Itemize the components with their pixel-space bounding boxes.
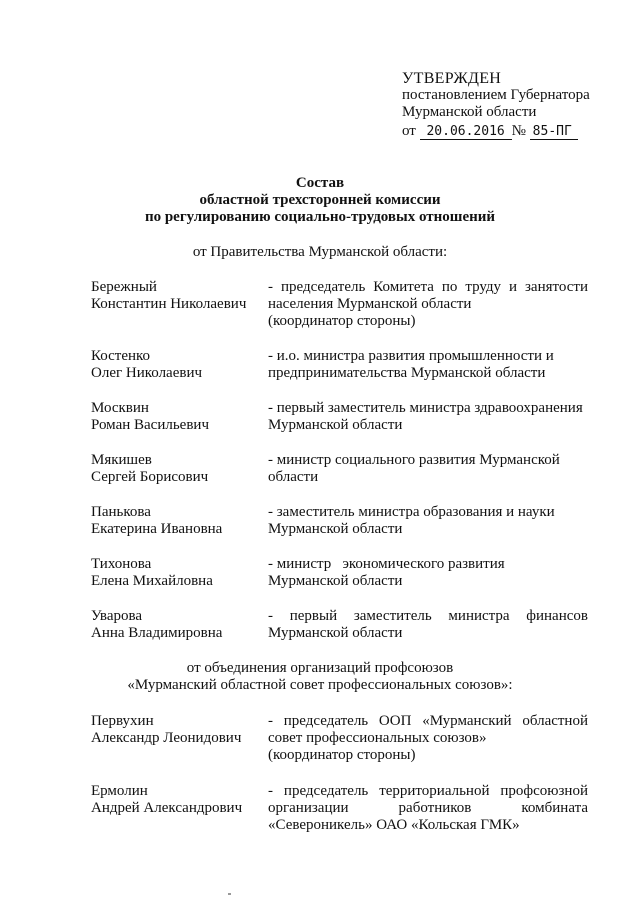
member-position [268,279,588,330]
position-line: (координатор стороны) [268,747,416,763]
member-name [91,400,266,434]
member-position [268,504,588,538]
heading-line-1: Состав [295,175,345,191]
position-line: Мурманской области [268,625,403,641]
position-line: организации работников комбината [268,800,588,816]
member-name [91,452,266,486]
position-line: Мурманской области [268,521,403,537]
member-position [268,783,588,834]
document-heading [0,175,640,226]
member-position [268,348,588,382]
position-line: Мурманской области [268,417,403,433]
member-given-names: Анна Владимировна [91,625,223,641]
position-line: - первый заместитель министра финансов [268,608,588,624]
member-name [91,348,266,382]
position-line: совет профессиональных союзов» [268,730,487,746]
member-given-names: Андрей Александрович [91,800,243,816]
member-given-names: Александр Леонидович [91,730,242,746]
member-position [268,713,588,764]
position-line: Мурманской области [268,573,403,589]
member-name [91,556,266,590]
member-position [268,608,588,642]
approval-title: УТВЕРЖДЕН [402,70,502,87]
member-surname: Тихонова [91,556,152,572]
approval-from-label: от [402,123,416,139]
member-position [268,400,588,434]
government-section-title: от Правительства Мурманской области: [192,244,448,260]
approval-date: 20.06.2016 [420,124,512,140]
heading-line-2: областной трехсторонней комиссии [199,192,441,208]
position-line: - председатель территориальной профсоюзной [268,783,588,799]
approval-line-1: постановлением Губернатора [402,87,590,103]
member-surname: Мякишев [91,452,152,468]
position-line: - заместитель министра образования и науки [268,504,555,520]
member-name [91,279,266,313]
unions-title-line-2: «Мурманский областной совет профессиональных союзов»: [127,677,513,693]
member-given-names: Константин Николаевич [91,296,247,312]
approval-number: 85-ПГ [530,124,578,140]
member-name [91,713,266,747]
member-position [268,556,588,590]
unions-title-line-1: от объединения организаций профсоюзов [186,660,454,676]
unions-section-title [0,660,640,694]
approval-number-sign: № [511,123,526,139]
position-line: области [268,469,319,485]
position-line: - и.о. министра развития промышленности и [268,348,554,364]
position-line: (координатор стороны) [268,313,416,329]
member-given-names: Елена Михайловна [91,573,213,589]
approval-date-line [402,123,632,140]
member-given-names: Сергей Борисович [91,469,209,485]
approval-block [402,70,632,140]
position-line: предпринимательства Мурманской области [268,365,546,381]
position-line: - председатель Комитета по труду и занятости [268,279,588,295]
member-surname: Ермолин [91,783,148,799]
member-surname: Уварова [91,608,143,624]
member-surname: Первухин [91,713,154,729]
position-line: «Североникель» ОАО «Кольская ГМК» [268,817,520,833]
member-position [268,452,588,486]
member-name [91,504,266,538]
position-line: населения Мурманской области [268,296,472,312]
heading-line-3: по регулированию социально-трудовых отношений [144,209,496,225]
position-line: - министр экономического развития [268,556,505,572]
approval-line-2: Мурманской области [402,104,537,120]
position-line: - первый заместитель министра здравоохранения [268,400,583,416]
member-surname: Костенко [91,348,151,364]
member-surname: Москвин [91,400,149,416]
position-line: - министр социального развития Мурманской [268,452,560,468]
scan-speck [228,893,231,895]
member-given-names: Олег Николаевич [91,365,203,381]
member-surname: Бережный [91,279,157,295]
member-given-names: Екатерина Ивановна [91,521,223,537]
position-line: - председатель ООП «Мурманский областной [268,713,588,729]
member-given-names: Роман Васильевич [91,417,209,433]
member-surname: Панькова [91,504,151,520]
member-name [91,783,266,817]
member-name [91,608,266,642]
